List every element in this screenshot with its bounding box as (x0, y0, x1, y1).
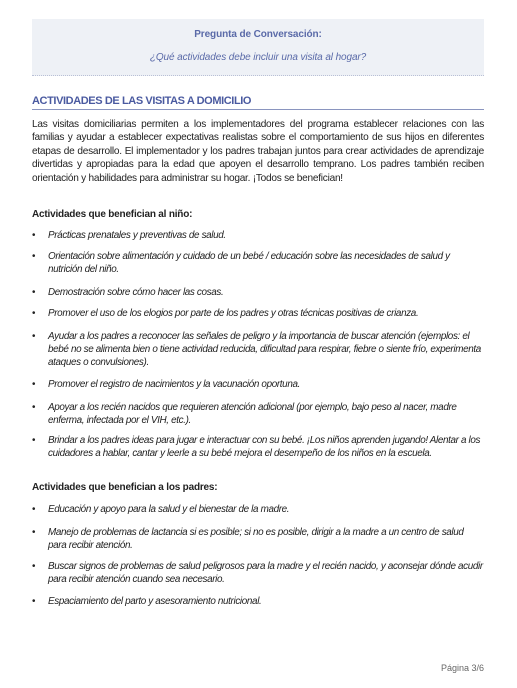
list-item (32, 503, 484, 516)
bullet-icon: • (32, 308, 36, 319)
list-item (32, 378, 484, 391)
bullet-icon: • (32, 379, 36, 390)
list-item-text: Ayudar a los padres a reconocer las señales de peligro y la importancia de buscar atención (ejemplos: el bebé no se alimenta bien o tiene actividad reducida, dificultad para respirar, fiebre o siente frío, experimenta ataques o convulsiones). (48, 331, 481, 369)
page-number: Página 3/6 (440, 663, 484, 673)
conversation-question-box (32, 19, 484, 76)
bullet-icon: • (32, 251, 36, 262)
list-item (32, 595, 484, 608)
list-item-text: Orientación sobre alimentación y cuidado de un bebé / educación sobre las necesidades de salud y nutrición del niño. (48, 251, 450, 276)
bullet-icon: • (32, 435, 36, 446)
list-item-text: Manejo de problemas de lactancia si es posible; si no es posible, dirigir a la madre a un centro de salud para recibir atención. (48, 527, 464, 552)
list-item (32, 434, 484, 460)
bullet-icon: • (32, 230, 36, 241)
list-item-text: Promover el registro de nacimientos y la vacunación oportuna. (48, 379, 301, 390)
list-item-text: Brindar a los padres ideas para jugar e interactuar con su bebé. ¡Los niños aprenden jugando! Alentar a los cuidadores a hablar, cantar y leerle a su bebé mejora el desempeño de los niños en la escuela. (48, 435, 481, 460)
section-heading: ACTIVIDADES DE LAS VISITAS A DOMICILIO (32, 95, 484, 110)
list-item-text: Prácticas prenatales y preventivas de salud. (48, 230, 226, 241)
callout-question: ¿Qué actividades debe incluir una visita al hogar? (149, 52, 367, 63)
bullet-icon: • (32, 596, 36, 607)
callout-title: Pregunta de Conversación: (194, 29, 322, 40)
list-item (32, 229, 484, 242)
bullet-icon: • (32, 561, 36, 572)
list-item (32, 560, 484, 586)
intro-paragraph: Las visitas domiciliarias permiten a los implementadores del programa establecer relaciones con las familias y ayudar a establecer expectativas realistas sobre el comportamiento de sus hijos en diferentes etapas de desarrollo. El implementador y los padres trabajan juntos para crear actividades de aprendizaje divertidas y apropiadas para la edad que apoyen el desarrollo temprano. Los padres también reciben orientación y habilidades para administrar su hogar. ¡Todos se benefician! (32, 119, 484, 184)
list-item (32, 401, 484, 427)
list-item (32, 526, 484, 552)
child-activities-heading: Actividades que benefician al niño: (32, 209, 193, 220)
list-item-text: Buscar signos de problemas de salud peligrosos para la madre y el recién nacido, y aconsejar dónde acudir para recibir atención cuando sea necesario. (48, 561, 483, 586)
bullet-icon: • (32, 504, 36, 515)
list-item (32, 250, 484, 276)
list-item (32, 307, 484, 320)
list-item-text: Demostración sobre cómo hacer las cosas. (48, 287, 224, 298)
bullet-icon: • (32, 402, 36, 413)
list-item (32, 286, 484, 299)
list-item-text: Espaciamiento del parto y asesoramiento nutricional. (48, 596, 262, 607)
list-item-text: Apoyar a los recién nacidos que requieren atención adicional (por ejemplo, bajo peso al nacer, madre enferma, infectada por el VIH, etc.). (48, 402, 457, 427)
list-item (32, 330, 484, 370)
list-item-text: Promover el uso de los elogios por parte de los padres y otras técnicas positivas de crianza. (48, 308, 419, 319)
bullet-icon: • (32, 527, 36, 538)
bullet-icon: • (32, 287, 36, 298)
list-item-text: Educación y apoyo para la salud y el bienestar de la madre. (48, 504, 290, 515)
bullet-icon: • (32, 331, 36, 342)
parent-activities-heading: Actividades que benefician a los padres: (32, 482, 218, 493)
